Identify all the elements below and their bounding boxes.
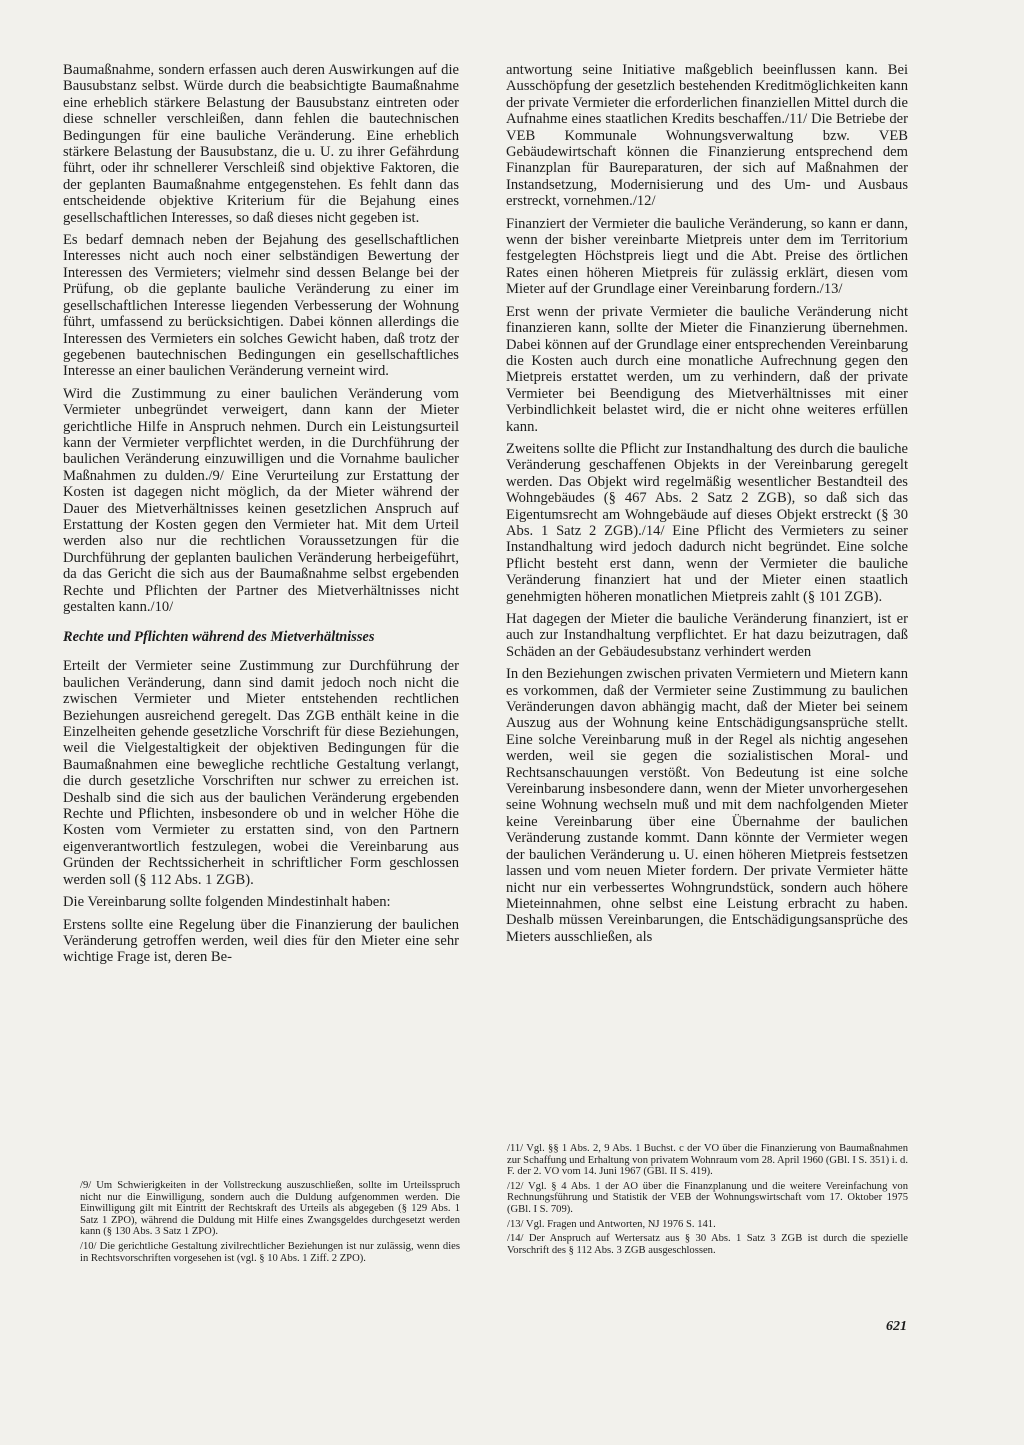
body-paragraph: Erteilt der Vermieter seine Zustimmung zur Durchführung der baulichen Veränderung, dann sind damit jedoch noch nicht die zwischen Vermieter und Mieter entstehenden rechtlichen Beziehungen ausreichend geregelt. Das ZGB enthält keine in die Einzelheiten gehende gesetzliche Vorschrift für diese Beziehungen, weil die Vielgestaltigkeit der objektiven Bedingungen für die Baumaßnahmen eine bewegliche rechtliche Gestaltung verlangt, die durch gesetzliche Vorschriften nur schwer zu erreichen ist. Deshalb sind die sich aus der baulichen Veränderung ergebenden Rechte und Pflichten, insbesondere ob und in welcher Höhe die Kosten vom Vermieter zu erstatten sind, von den Partnern eigenverantwortlich festzulegen, wobei die Vereinbarung aus Gründen der Rechtssicherheit in schriftlicher Form geschlossen werden soll (§ 112 Abs. 1 ZGB).	[63, 658, 459, 888]
right-footnotes	[507, 1143, 908, 1259]
left-column	[63, 62, 459, 972]
body-paragraph: Baumaßnahme, sondern erfassen auch deren Auswirkungen auf die Bausubstanz selbst. Würde durch die beabsichtigte Baumaßnahme eine erheblich stärkere Belastung der Bausubstanz eintreten oder diese schneller verschleißen, dann fehlen die bautechnischen Bedingungen für eine bauliche Veränderung. Eine erheblich stärkere Belastung der Bausubstanz, die u. U. zu ihrer Gefährdung führt, oder ihr schnellerer Verschleiß sind objektive Faktoren, die der geplanten Baumaßnahme entgegenstehen. Es fehlt dann das entscheidende objektive Kriterium für die Bejahung eines gesellschaftlichen Interesses, so daß dieses nicht gegeben ist.	[63, 62, 459, 226]
body-paragraph: In den Beziehungen zwischen privaten Vermietern und Mietern kann es vorkommen, daß der Vermieter seine Zustimmung zu baulichen Veränderungen davon abhängig macht, daß der Mieter bei seinem Auszug aus der Wohnung keine Entschädigungsansprüche stellt. Eine solche Vereinbarung muß in der Regel als nichtig angesehen werden, weil sie gegen die sozialistischen Moral- und Rechtsanschauungen verstößt. Von Bedeutung ist eine solche Vereinbarung insbesondere dann, wenn der Mieter unvorhergesehen seine Wohnung wechseln muß und mit dem nachfolgenden Mieter keine Vereinbarung über eine Übernahme der baulichen Veränderung zustande kommt. Dann könnte der Vermieter wegen der baulichen Veränderung u. U. einen höheren Mietpreis festsetzen lassen und vom neuen Mieter fordern. Der private Vermieter hätte nicht nur ein verbessertes Wohngrundstück, sondern auch höhere Mieteinnahmen, ohne selbst eine Leistung erbracht zu haben. Deshalb müssen Vereinbarungen, die Entschädigungsansprüche des Mieters ausschließen, als	[506, 666, 908, 945]
body-paragraph: Es bedarf demnach neben der Bejahung des gesellschaftlichen Interesses nicht auch noch einer selbständigen Bewertung der Interessen des Vermieters; vielmehr sind dessen Belange bei der Prüfung, ob die geplante bauliche Veränderung zu einer im gesellschaftlichen Interesse liegenden Verbesserung der Wohnung führt, umfassend zu berücksichtigen. Dabei können allerdings die Interessen des Vermieters ein solches Gewicht haben, daß trotz der gegebenen bautechnischen Bedingungen ein gesellschaftliches Interesse an einer baulichen Veränderung verneint wird.	[63, 232, 459, 380]
body-paragraph: Erstens sollte eine Regelung über die Finanzierung der baulichen Veränderung getroffen werden, weil dies für den Mieter eine sehr wichtige Frage ist, deren Be-	[63, 916, 459, 966]
footnote: /10/ Die gerichtliche Gestaltung zivilrechtlicher Beziehungen ist nur zulässig, wenn dies in Rechtsvorschriften vorgesehen ist (vgl. § 10 Abs. 1 Ziff. 2 ZPO).	[80, 1240, 460, 1264]
body-paragraph: Die Vereinbarung sollte folgenden Mindestinhalt haben:	[63, 894, 391, 911]
section-heading: Rechte und Pflichten während des Mietverhältnisses	[63, 629, 375, 646]
footnote: /13/ Vgl. Fragen und Antworten, NJ 1976 S. 141.	[507, 1218, 716, 1230]
body-paragraph: antwortung seine Initiative maßgeblich beeinflussen kann. Bei Ausschöpfung der gesetzlich bestehenden Kreditmöglichkeiten kann der private Vermieter die erforderlichen finanziellen Mittel durch die Aufnahme eines staatlichen Kredits beschaffen./11/ Die Betriebe der VEB Kommunale Wohnungsverwaltung bzw. VEB Gebäudewirtschaft können die Finanzierung entsprechend dem Finanzplan für Baureparaturen, der sich auf Maßnahmen der Instandsetzung, Modernisierung und des Um- und Ausbaus erstreckt, vornehmen./12/	[506, 62, 908, 210]
page-number: 621	[886, 1319, 907, 1334]
body-paragraph: Wird die Zustimmung zu einer baulichen Veränderung vom Vermieter unbegründet verweigert, dann kann der Mieter gerichtliche Hilfe in Anspruch nehmen. Durch ein Leistungsurteil kann der Vermieter verpflichtet werden, in die Durchführung der baulichen Veränderung einzuwilligen und die Vornahme baulicher Maßnahmen zu dulden./9/ Eine Verurteilung zur Erstattung der Kosten ist dagegen nicht möglich, da der Mieter während der Dauer des Mietverhältnisses keinen gesetzlichen Anspruch auf Erstattung der Kosten gegen den Vermieter hat. Mit dem Urteil werden also nur die rechtlichen Voraussetzungen für die Durchführung der geplanten baulichen Veränderung herbeigeführt, da das Gericht die sich aus der Baumaßnahme selbst ergebenden Rechte und Pflichten der Partner des Mietverhältnisses nicht gestalten kann./10/	[63, 385, 459, 615]
body-paragraph: Finanziert der Vermieter die bauliche Veränderung, so kann er dann, wenn der bisher vereinbarte Mietpreis unter dem im Territorium festgelegten Höchstpreis liegt und die Abt. Preise des örtlichen Rates einen höheren Mietpreis für zulässig erklärt, diesen vom Mieter auf der Grundlage einer Vereinbarung fordern./13/	[506, 215, 908, 298]
footnote: /12/ Vgl. § 4 Abs. 1 der AO über die Finanzplanung und die weitere Vereinfachung von Rechnungsführung und Statistik der VEB der Wohnungswirtschaft vom 17. Oktober 1975 (GBl. I S. 709).	[507, 1180, 908, 1215]
body-paragraph: Erst wenn der private Vermieter die bauliche Veränderung nicht finanzieren kann, sollte der Mieter die Finanzierung übernehmen. Dabei können auf der Grundlage einer entsprechenden Vereinbarung die Kosten auch durch eine monatliche Aufrechnung gegen den Mietpreis erstattet werden, um zu verhindern, daß der private Vermieter bei Beendigung des Mietverhältnisses mit einer Verbindlichkeit belastet wird, die er nicht ohne weiteres erfüllen kann.	[506, 303, 908, 435]
body-paragraph: Hat dagegen der Mieter die bauliche Veränderung finanziert, ist er auch zur Instandhaltung verpflichtet. Er hat dazu beizutragen, daß Schäden an der Gebäudesubstanz verhindert werden	[506, 611, 908, 660]
left-footnotes	[80, 1180, 460, 1267]
footnote: /11/ Vgl. §§ 1 Abs. 2, 9 Abs. 1 Buchst. c der VO über die Finanzierung von Baumaßnahmen zur Schaffung und Erhaltung von privatem Wohnraum vom 28. April 1960 (GBl. I S. 351) i. d. F. der 2. VO vom 14. Juni 1967 (GBl. II S. 419).	[507, 1143, 908, 1178]
footnote: /14/ Der Anspruch auf Wertersatz aus § 30 Abs. 1 Satz 3 ZGB ist durch die spezielle Vorschrift des § 112 Abs. 3 ZGB ausgeschlossen.	[507, 1233, 908, 1256]
footnote: /9/ Um Schwierigkeiten in der Vollstreckung auszuschließen, sollte im Urteilsspruch nicht nur die Einwilligung, sondern auch die Duldung aufgenommen werden. Die Einwilligung gilt mit Eintritt der Rechtskraft des Urteils als abgegeben (§ 129 Abs. 1 Satz 1 ZPO), während die Duldung mit Hilfe eines Zwangsgeldes durchgesetzt werden kann (§ 130 Abs. 3 Satz 1 ZPO).	[80, 1180, 460, 1238]
body-paragraph: Zweitens sollte die Pflicht zur Instandhaltung des durch die bauliche Veränderung geschaffenen Objekts in der Vereinbarung geregelt werden. Das Objekt wird regelmäßig wesentlicher Bestandteil des Wohngebäudes (§ 467 Abs. 2 Satz 2 ZGB), so daß sich das Eigentumsrecht am Wohngebäude auf dieses Objekt erstreckt (§ 30 Abs. 1 Satz 2 ZGB)./14/ Eine Pflicht des Vermieters zu seiner Instandhaltung wird jedoch dadurch nicht begründet. Eine solche Pflicht besteht erst dann, wenn der Vermieter die bauliche Veränderung finanziert hat und der Mieter einen staatlich genehmigten höheren monatlichen Mietpreis zahlt (§ 101 ZGB).	[506, 440, 908, 605]
right-column	[506, 62, 908, 951]
